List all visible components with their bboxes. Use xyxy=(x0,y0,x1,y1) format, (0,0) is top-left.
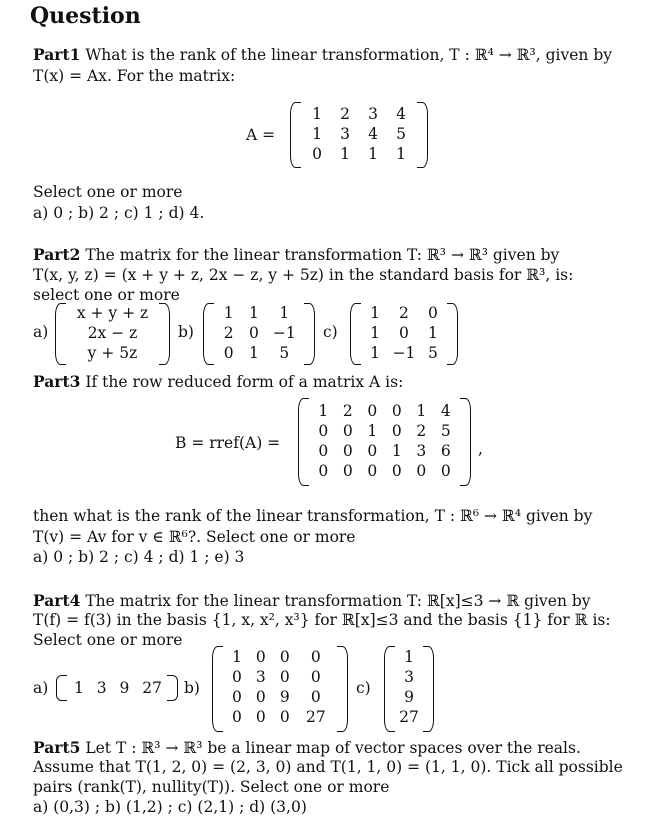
matrix-entry: 0 xyxy=(342,442,353,460)
matrix-entry: 4 xyxy=(368,125,378,143)
part2-option-c-label[interactable]: c) xyxy=(323,323,338,341)
matrix-entry: 0 xyxy=(318,442,329,460)
part3-heading: Part3 xyxy=(33,372,81,391)
part5-line2: Assume that T(1, 2, 0) = (2, 3, 0) and T(1, 1, 0) = (1, 1, 0). Tick all possible xyxy=(33,758,623,776)
part4-select: Select one or more xyxy=(33,631,183,649)
matrix-entry: 4 xyxy=(440,402,451,420)
matrix-entry: 1 xyxy=(318,402,329,420)
part2-text1: The matrix for the linear transformation T: ℝ³ → ℝ³ given by xyxy=(85,246,560,264)
matrix-entry: −1 xyxy=(392,344,416,362)
matrix-entry: 5 xyxy=(428,344,438,362)
left-paren xyxy=(212,646,223,732)
matrix-entry: 6 xyxy=(440,442,451,460)
part3-matrix-label: B = rref(A) = xyxy=(175,434,281,452)
matrix-entry: 0 xyxy=(399,324,409,342)
part3-line2: then what is the rank of the linear transformation, T : ℝ⁶ → ℝ⁴ given by xyxy=(33,507,593,525)
matrix-entry: 1 xyxy=(340,145,350,163)
part3-trailing-comma: , xyxy=(478,440,483,458)
matrix-entry: 0 xyxy=(391,422,402,440)
part4-option-b-matrix xyxy=(212,646,348,732)
part5-line3: pairs (rank(T), nullity(T)). Select one or more xyxy=(33,778,390,796)
part4-text1: The matrix for the linear transformation T: ℝ[x]≤3 → ℝ given by xyxy=(85,592,591,610)
left-paren xyxy=(56,675,67,701)
matrix-entry: 0 xyxy=(279,648,290,666)
matrix-entry: 0 xyxy=(342,422,353,440)
part2-option-c-grid xyxy=(363,303,445,363)
part1-matrix-grid xyxy=(303,104,415,164)
part1-matrix-label: A = xyxy=(246,126,276,144)
part2-option-b-grid xyxy=(216,303,302,363)
matrix-entry: 0 xyxy=(232,668,242,686)
matrix-entry: 0 xyxy=(310,648,321,666)
part2-line2: T(x, y, z) = (x + y + z, 2x − z, y + 5z) in the standard basis for ℝ³, is: xyxy=(33,266,574,284)
matrix-entry: 2 xyxy=(399,304,409,322)
row-entry: 9 xyxy=(119,679,130,697)
right-paren xyxy=(159,303,170,365)
part1-line1 xyxy=(33,45,612,65)
matrix-entry: 0 xyxy=(255,648,266,666)
matrix-entry: 2 xyxy=(416,422,427,440)
matrix-entry: 2 xyxy=(342,402,353,420)
part2-option-a-grid xyxy=(68,303,157,363)
matrix-entry: 3 xyxy=(368,105,378,123)
row-entry: 27 xyxy=(142,679,162,697)
vector-entry: y + 5z xyxy=(87,344,138,362)
right-paren xyxy=(460,398,471,486)
matrix-entry: 5 xyxy=(440,422,451,440)
matrix-entry: 0 xyxy=(310,668,321,686)
matrix-entry: 0 xyxy=(279,668,290,686)
matrix-entry: 1 xyxy=(248,304,259,322)
part2-option-c-matrix xyxy=(350,303,458,365)
part1-select: Select one or more xyxy=(33,183,183,201)
matrix-entry: 0 xyxy=(255,688,266,706)
left-paren xyxy=(290,102,301,168)
matrix-entry: 4 xyxy=(396,105,406,123)
row-entry: 3 xyxy=(96,679,107,697)
matrix-entry: 1 xyxy=(428,324,438,342)
matrix-entry: −1 xyxy=(272,324,296,342)
matrix-entry: 1 xyxy=(312,125,322,143)
matrix-entry: 1 xyxy=(370,324,380,342)
matrix-entry: 0 xyxy=(318,422,329,440)
part4-option-c-grid xyxy=(394,647,424,727)
part3-line3: T(v) = Av for v ∈ ℝ⁶?. Select one or more xyxy=(33,528,356,546)
vector-entry: 27 xyxy=(399,708,419,726)
left-paren xyxy=(298,398,309,486)
part4-option-b-label[interactable]: b) xyxy=(184,679,200,697)
left-paren xyxy=(350,303,361,365)
matrix-entry: 0 xyxy=(391,462,402,480)
matrix-entry: 1 xyxy=(370,304,380,322)
matrix-entry: 0 xyxy=(342,462,353,480)
part4-option-c-label[interactable]: c) xyxy=(356,679,371,697)
matrix-entry: 1 xyxy=(368,145,378,163)
question-title: Question xyxy=(30,3,141,29)
matrix-entry: 0 xyxy=(232,688,242,706)
right-paren xyxy=(167,675,178,701)
part1-options[interactable]: a) 0 ; b) 2 ; c) 1 ; d) 4. xyxy=(33,204,205,222)
vector-entry: 2x − z xyxy=(87,324,138,342)
part3-text1: If the row reduced form of a matrix A is: xyxy=(85,373,404,391)
matrix-entry: 1 xyxy=(391,442,402,460)
part1-matrix xyxy=(290,102,428,168)
matrix-entry: 3 xyxy=(416,442,427,460)
matrix-entry: 1 xyxy=(279,304,290,322)
part3-matrix xyxy=(298,398,471,486)
part4-heading: Part4 xyxy=(33,591,81,610)
part1-text1: What is the rank of the linear transformation, T : ℝ⁴ → ℝ³, given by xyxy=(85,46,612,64)
matrix-entry: 1 xyxy=(232,648,242,666)
matrix-entry: 0 xyxy=(391,402,402,420)
matrix-entry: 3 xyxy=(255,668,266,686)
part4-option-c-vector xyxy=(384,646,434,732)
matrix-entry: 1 xyxy=(248,344,259,362)
matrix-entry: 0 xyxy=(318,462,329,480)
part2-select: select one or more xyxy=(33,286,180,304)
part5-text1: Let T : ℝ³ → ℝ³ be a linear map of vector spaces over the reals. xyxy=(85,739,581,757)
part2-line1 xyxy=(33,245,559,265)
matrix-entry: 2 xyxy=(223,324,234,342)
right-paren xyxy=(337,646,348,732)
part2-heading: Part2 xyxy=(33,245,81,264)
part3-line1 xyxy=(33,372,403,392)
matrix-entry: 1 xyxy=(367,422,378,440)
matrix-entry: 5 xyxy=(396,125,406,143)
matrix-entry: 0 xyxy=(312,145,322,163)
left-paren xyxy=(55,303,66,365)
matrix-entry: 0 xyxy=(255,708,266,726)
matrix-entry: 0 xyxy=(428,304,438,322)
part4-line2: T(f) = f(3) in the basis {1, x, x², x³} for ℝ[x]≤3 and the basis {1} for ℝ is: xyxy=(33,611,611,629)
vector-entry: 1 xyxy=(404,648,414,666)
matrix-entry: 1 xyxy=(416,402,427,420)
part4-line1 xyxy=(33,591,591,611)
matrix-entry: 0 xyxy=(279,708,290,726)
matrix-entry: 9 xyxy=(279,688,290,706)
part4-option-a-label[interactable]: a) xyxy=(33,679,49,697)
part1-line2: T(x) = Ax. For the matrix: xyxy=(33,67,236,85)
matrix-entry: 5 xyxy=(279,344,290,362)
part5-line1 xyxy=(33,738,581,758)
vector-entry: x + y + z xyxy=(76,304,149,322)
part2-option-b-matrix xyxy=(203,303,315,365)
matrix-entry: 1 xyxy=(370,344,380,362)
part2-option-a-label[interactable]: a) xyxy=(33,323,49,341)
part5-heading: Part5 xyxy=(33,738,81,757)
part2-option-b-label[interactable]: b) xyxy=(178,323,194,341)
matrix-entry: 0 xyxy=(416,462,427,480)
matrix-entry: 2 xyxy=(340,105,350,123)
matrix-entry: 27 xyxy=(306,708,326,726)
matrix-entry: 0 xyxy=(232,708,242,726)
matrix-entry: 1 xyxy=(396,145,406,163)
matrix-entry: 0 xyxy=(367,442,378,460)
matrix-entry: 0 xyxy=(440,462,451,480)
right-paren xyxy=(304,303,315,365)
matrix-entry: 1 xyxy=(223,304,234,322)
part2-option-a-vector xyxy=(55,303,170,365)
right-paren xyxy=(447,303,458,365)
part5-options[interactable]: a) (0,3) ; b) (1,2) ; c) (2,1) ; d) (3,0) xyxy=(33,798,307,816)
right-paren xyxy=(417,102,428,168)
part4-option-b-grid xyxy=(225,647,335,727)
matrix-entry: 0 xyxy=(310,688,321,706)
part3-options[interactable]: a) 0 ; b) 2 ; c) 4 ; d) 1 ; e) 3 xyxy=(33,548,245,566)
row-entry: 1 xyxy=(74,679,84,697)
matrix-entry: 0 xyxy=(248,324,259,342)
part4-option-a-row xyxy=(56,675,178,701)
matrix-entry: 0 xyxy=(367,402,378,420)
part3-matrix-grid xyxy=(311,401,458,481)
vector-entry: 3 xyxy=(404,668,414,686)
matrix-entry: 3 xyxy=(340,125,350,143)
part1-heading: Part1 xyxy=(33,45,81,64)
right-paren xyxy=(423,646,434,732)
left-paren xyxy=(203,303,214,365)
part4-option-a-grid xyxy=(74,678,162,698)
matrix-entry: 0 xyxy=(223,344,234,362)
matrix-entry: 0 xyxy=(367,462,378,480)
vector-entry: 9 xyxy=(404,688,414,706)
matrix-entry: 1 xyxy=(312,105,322,123)
